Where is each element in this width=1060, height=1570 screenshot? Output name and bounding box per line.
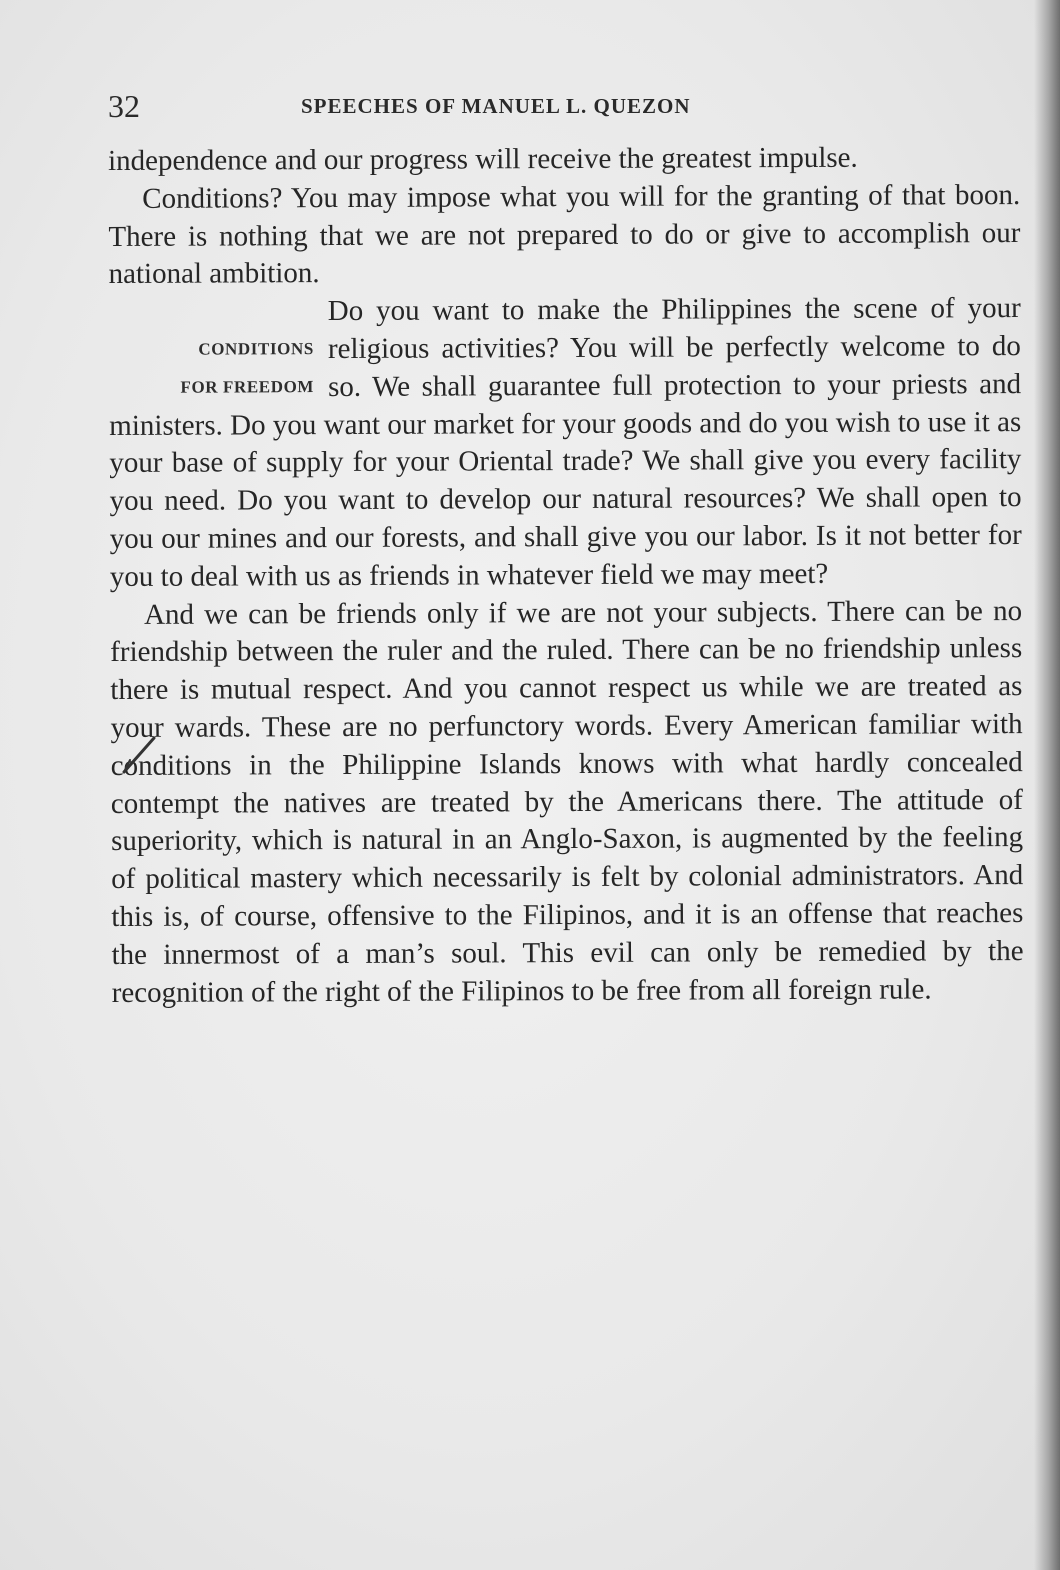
page-header: [108, 86, 988, 126]
paragraph-2: Conditions? You may impose what you will for the granting of that boon. There is nothing that we are not prepared to do or give to accomplish our national ambition.: [108, 178, 1021, 291]
paragraph-3-block: [109, 290, 1022, 596]
paragraph-1: independence and our progress will receive the greatest impulse.: [108, 141, 858, 177]
sidenote-line-2: FOR FREEDOM: [180, 377, 315, 397]
paragraph-3: Do you want to make the Philippines the scene of your religious activities? You will be perfectly welcome to do so. We shall guarantee full protection to your priests and ministers. Do you want our market for your goods and do you wish to use it as your base of supply for your Oriental trade? We shall give you every facility you need. Do you want to develop our natural resources? We shall open to you our mines and our forests, and shall give you our labor. Is it not better for you to deal with us as friends in whatever field we may meet?: [109, 292, 1022, 593]
running-head: SPEECHES OF MANUEL L. QUEZON: [301, 94, 691, 118]
pencil-mark-icon: [120, 730, 160, 780]
paragraph-4: And we can be friends only if we are not your subjects. There can be no friendship between the ruler and the ruled. There can be no friendship unless there is mutual respect. And you cannot respect us while we are treated as your wards. These are no perfunctory words. Every American familiar with conditions in the Philippine Islands knows with what hardly concealed contempt the natives are treated by the Americans there. The attitude of superiority, which is natural in an Anglo-Saxon, is augmented by the feeling of political mastery which necessarily is felt by colonial administrators. And this is, of course, offensive to the Filipinos, and it is an offense that reaches the innermost of a man’s soul. This evil can only be remedied by the recognition of the right of the Filipinos to be free from all foreign rule.: [110, 594, 1024, 1009]
body-text: [108, 139, 1024, 1012]
page-gutter-shadow: [1034, 0, 1060, 1570]
margin-sidenote: [99, 330, 314, 407]
page-number: 32: [108, 88, 140, 124]
sidenote-line-1: CONDITIONS: [198, 339, 314, 359]
